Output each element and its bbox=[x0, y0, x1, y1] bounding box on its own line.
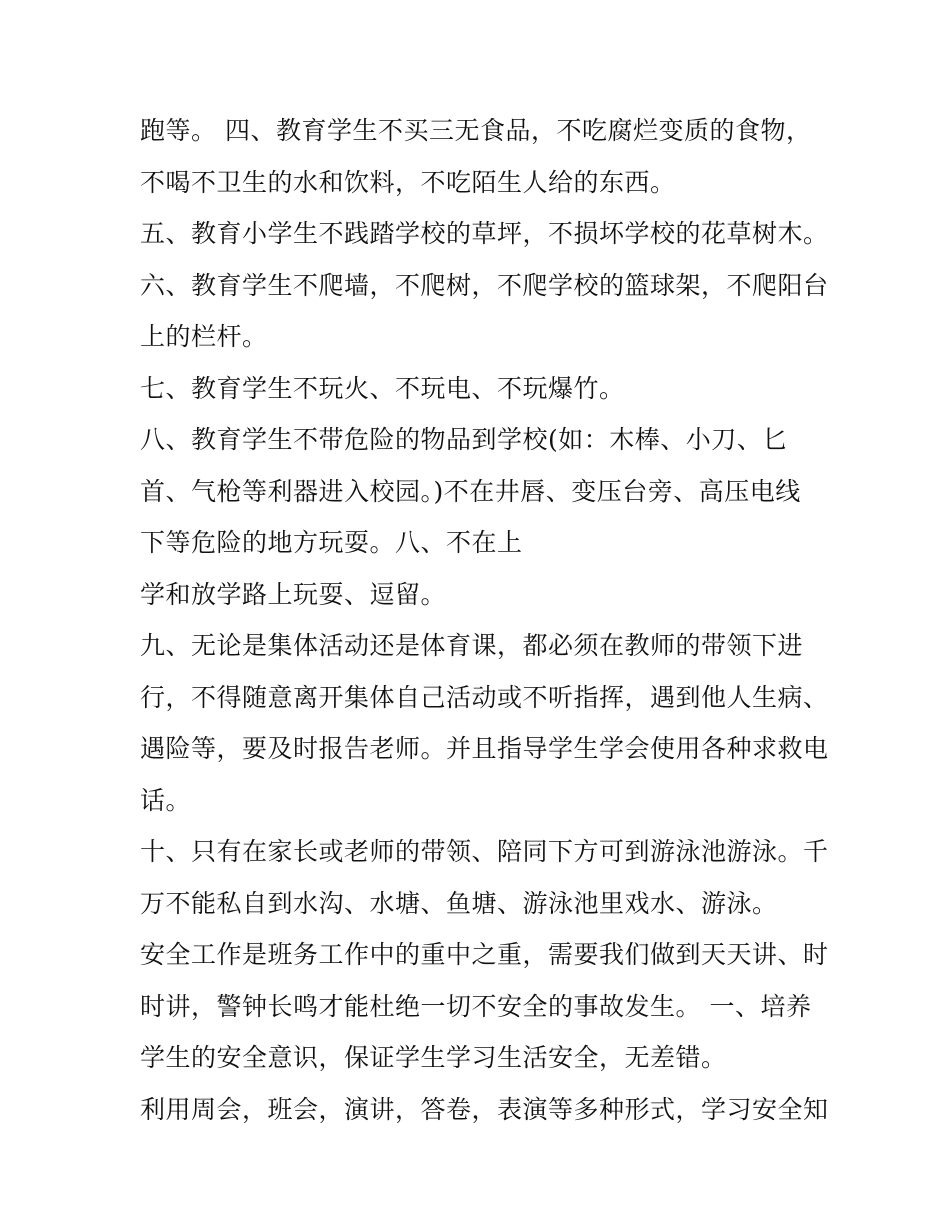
text-line: 万不能私自到水沟、水塘、鱼塘、游泳池里戏水、游泳。 bbox=[140, 888, 778, 918]
text-line: 八、教育学生不带危险的物品到学校(如：木棒、小刀、匕 bbox=[140, 425, 788, 454]
text-line: 学生的安全意识，保证学生学习生活安全，无差错。 bbox=[140, 1043, 727, 1072]
text-line: 不喝不卫生的水和饮料，不吃陌生人给的东西。 bbox=[140, 167, 676, 197]
text-line: 九、无论是集体活动还是体育课，都必须在教师的带领下进 bbox=[140, 631, 804, 660]
text-line: 上的栏杆。 bbox=[140, 322, 268, 351]
text-line: 话。 bbox=[140, 785, 192, 815]
text-line: 跑等。 四、教育学生不买三无食品，不吃腐烂变质的食物， bbox=[140, 116, 812, 145]
text-line: 安全工作是班务工作中的重中之重，需要我们做到天天讲、时 bbox=[140, 940, 829, 969]
document-body bbox=[140, 105, 830, 1135]
text-line: 下等危险的地方玩耍。八、不在上 bbox=[140, 528, 523, 557]
text-line: 七、教育学生不玩火、不玩电、不玩爆竹。 bbox=[140, 373, 625, 403]
text-line: 十、只有在家长或老师的带领、陪同下方可到游泳池游泳。千 bbox=[140, 837, 829, 866]
text-line: 利用周会，班会，演讲，答卷，表演等多种形式，学习安全知 bbox=[140, 1094, 829, 1124]
text-line: 六、教育学生不爬墙，不爬树，不爬学校的篮球架，不爬阳台 bbox=[140, 270, 829, 300]
text-line: 五、教育小学生不践踏学校的草坪，不损坏学校的花草树木。 bbox=[140, 219, 829, 248]
text-line: 遇险等，要及时报告老师。并且指导学生学会使用各种求救电 bbox=[140, 734, 829, 763]
text-line: 学和放学路上玩耍、逗留。 bbox=[140, 579, 447, 609]
text-line: 首、气枪等利器进入校园。)不在井唇、变压台旁、高压电线 bbox=[140, 476, 801, 506]
text-line: 时讲，警钟长鸣才能杜绝一切不安全的事故发生。 一、培养 bbox=[140, 991, 812, 1021]
text-line: 行，不得随意离开集体自己活动或不听指挥，遇到他人生病、 bbox=[140, 682, 829, 712]
